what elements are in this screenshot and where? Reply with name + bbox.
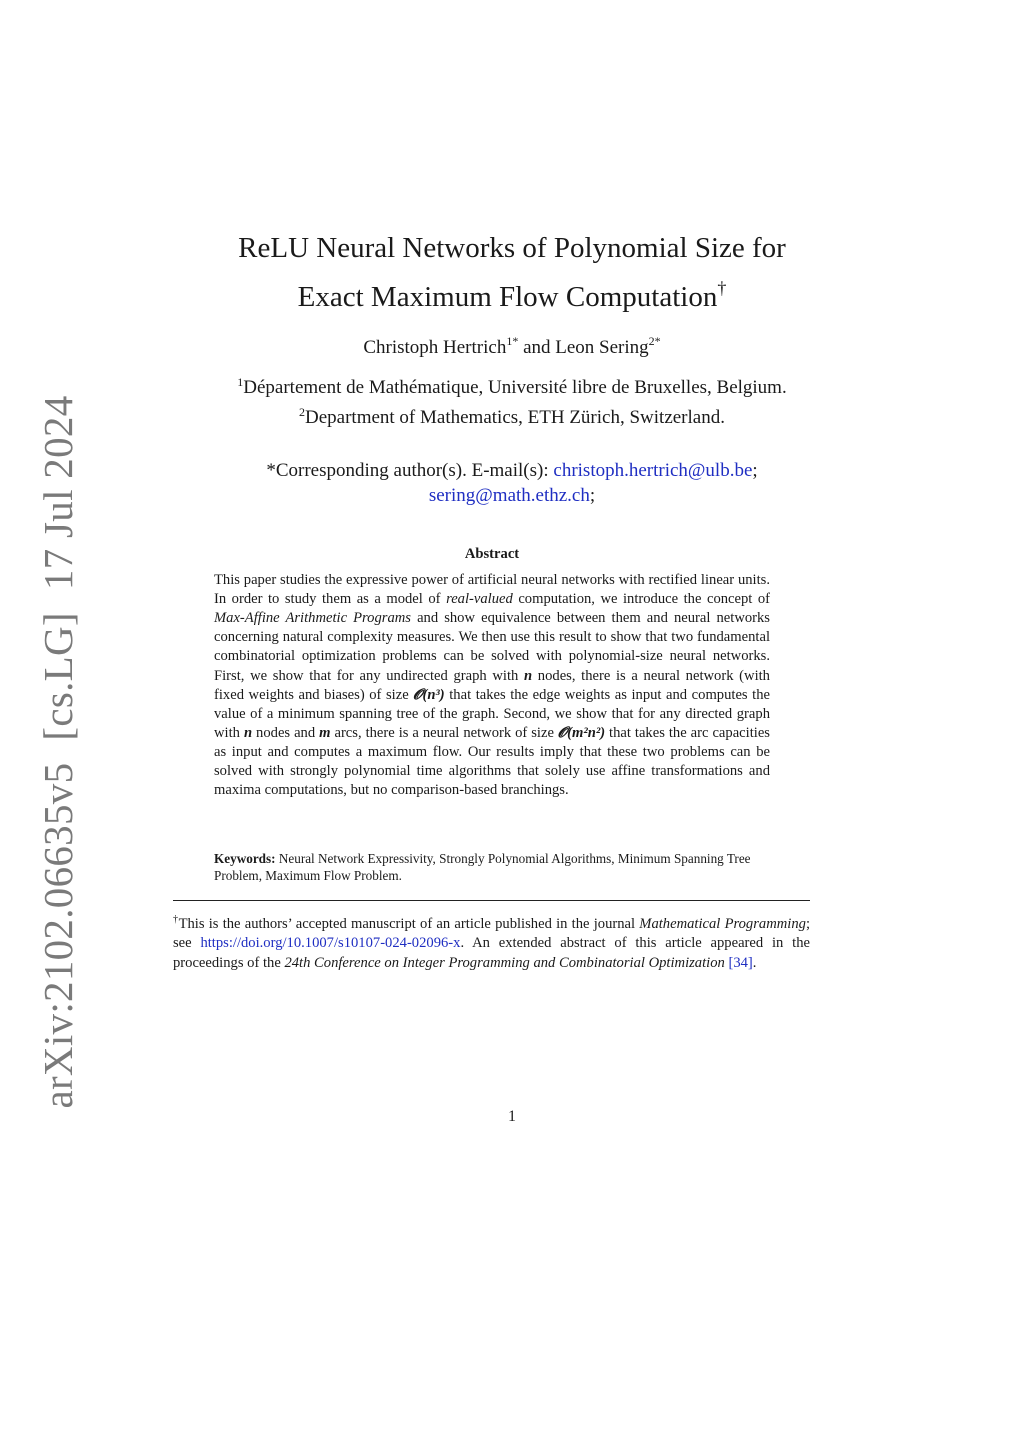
author-conjunction: and bbox=[523, 337, 551, 358]
math-big-o-2: 𝓞(m²n²) bbox=[557, 724, 606, 741]
author-1-mark: 1* bbox=[506, 334, 519, 348]
abstract-heading: Abstract bbox=[464, 546, 520, 562]
abstract-text-8: that takes the arc capacities as input and computes a maximum flow. Our results imply that these two problems can be solved with strongly polynomial time algorithms that solely use affine transformations and maxima computations, but no comparison-based branchings. bbox=[214, 724, 770, 799]
math-n: n bbox=[524, 667, 533, 684]
abstract-text-5: that takes the edge weights as input and computes the value of a minimum spanning tree of the graph. Second, we show that for any directed graph with bbox=[214, 686, 771, 741]
abstract-text-7: arcs, there is a neural network of size bbox=[334, 724, 554, 741]
author-2-mark: 2* bbox=[648, 334, 661, 348]
affiliations bbox=[0, 370, 1024, 430]
author-list bbox=[0, 334, 1024, 359]
affiliation-2-text: Department of Mathematics, ETH Zürich, Switzerland. bbox=[305, 407, 725, 428]
abstract-text-4: nodes, there is a neural network (with fixed weights and biases) of size bbox=[214, 667, 770, 703]
correspondence-sep: ; bbox=[752, 460, 758, 481]
affiliation-1-text: Département de Mathématique, Université libre de Bruxelles, Belgium. bbox=[243, 377, 787, 398]
doi-link[interactable]: https://doi.org/10.1007/s10107-024-02096-x bbox=[200, 935, 461, 952]
footnote-text-4: . bbox=[752, 954, 757, 971]
affiliation-1 bbox=[0, 370, 1024, 400]
footnote-mark: † bbox=[173, 914, 179, 925]
footnote-rule bbox=[173, 900, 810, 901]
abstract-text-2: computation, we introduce the concept of bbox=[518, 591, 771, 608]
abstract-text-3: and show equivalence between them and neural networks concerning natural complexity measures. We then use this result to show that two fundamental combinatorial optimization problems can be solved with polynomial-size neural networks. First, we show that for any undirected graph with bbox=[214, 610, 770, 684]
footnote bbox=[173, 910, 810, 973]
author-2: Leon Sering bbox=[555, 337, 649, 358]
footnote-text-2: ; see bbox=[173, 916, 810, 952]
footnote-conference: 24th Conference on Integer Programming and Combinatorial Optimization bbox=[284, 954, 725, 971]
abstract-emph-maap: Max-Affine Arithmetic Programs bbox=[214, 610, 411, 627]
affiliation-2 bbox=[0, 400, 1024, 430]
abstract-body bbox=[214, 571, 770, 800]
arxiv-id: arXiv:2102.06635v5 bbox=[35, 762, 81, 1109]
title-line-2: Exact Maximum Flow Computation bbox=[297, 281, 718, 313]
math-big-o-1: 𝓞(n³) bbox=[413, 686, 445, 703]
affiliation-1-mark: 1 bbox=[237, 375, 244, 389]
math-n: n bbox=[243, 724, 253, 741]
page-number: 1 bbox=[508, 1108, 516, 1125]
arxiv-date: 17 Jul 2024 bbox=[35, 395, 81, 591]
email-link-2[interactable]: sering@math.ethz.ch bbox=[428, 485, 590, 506]
title-line-1: ReLU Neural Networks of Polynomial Size for bbox=[238, 232, 786, 264]
abstract-emph-real-valued: real-valued bbox=[446, 591, 513, 608]
correspondence-prefix: *Corresponding author(s). E-mail(s): bbox=[266, 460, 549, 481]
abstract-section bbox=[214, 545, 770, 800]
citation-link[interactable]: [34] bbox=[728, 954, 753, 971]
correspondence bbox=[0, 458, 1024, 508]
footnote-text-1: This is the authors’ accepted manuscript of an article published in the journal bbox=[178, 916, 636, 932]
arxiv-category: [cs.LG] bbox=[35, 612, 81, 741]
correspondence-end: ; bbox=[589, 485, 596, 506]
affiliation-2-mark: 2 bbox=[299, 405, 305, 419]
math-m: m bbox=[319, 724, 331, 741]
footnote-text-3: . An extended abstract of this article appeared in the proceedings of the bbox=[173, 935, 810, 971]
email-link-1[interactable]: christoph.hertrich@ulb.be bbox=[553, 460, 753, 481]
abstract-text-6: nodes and bbox=[256, 724, 316, 741]
keywords-label: Keywords: bbox=[214, 851, 276, 866]
title-footnote-mark: † bbox=[717, 278, 727, 298]
abstract-text-1: This paper studies the expressive power of artificial neural networks with rectified linear units. In order to study them as a model of bbox=[214, 572, 770, 608]
footnote-journal: Mathematical Programming bbox=[639, 916, 806, 932]
keywords-text: Neural Network Expressivity, Strongly Polynomial Algorithms, Minimum Spanning Tree Problem, Maximum Flow Problem. bbox=[214, 851, 751, 883]
paper-title bbox=[0, 228, 1024, 317]
author-1: Christoph Hertrich bbox=[363, 337, 507, 358]
keywords bbox=[214, 850, 770, 884]
